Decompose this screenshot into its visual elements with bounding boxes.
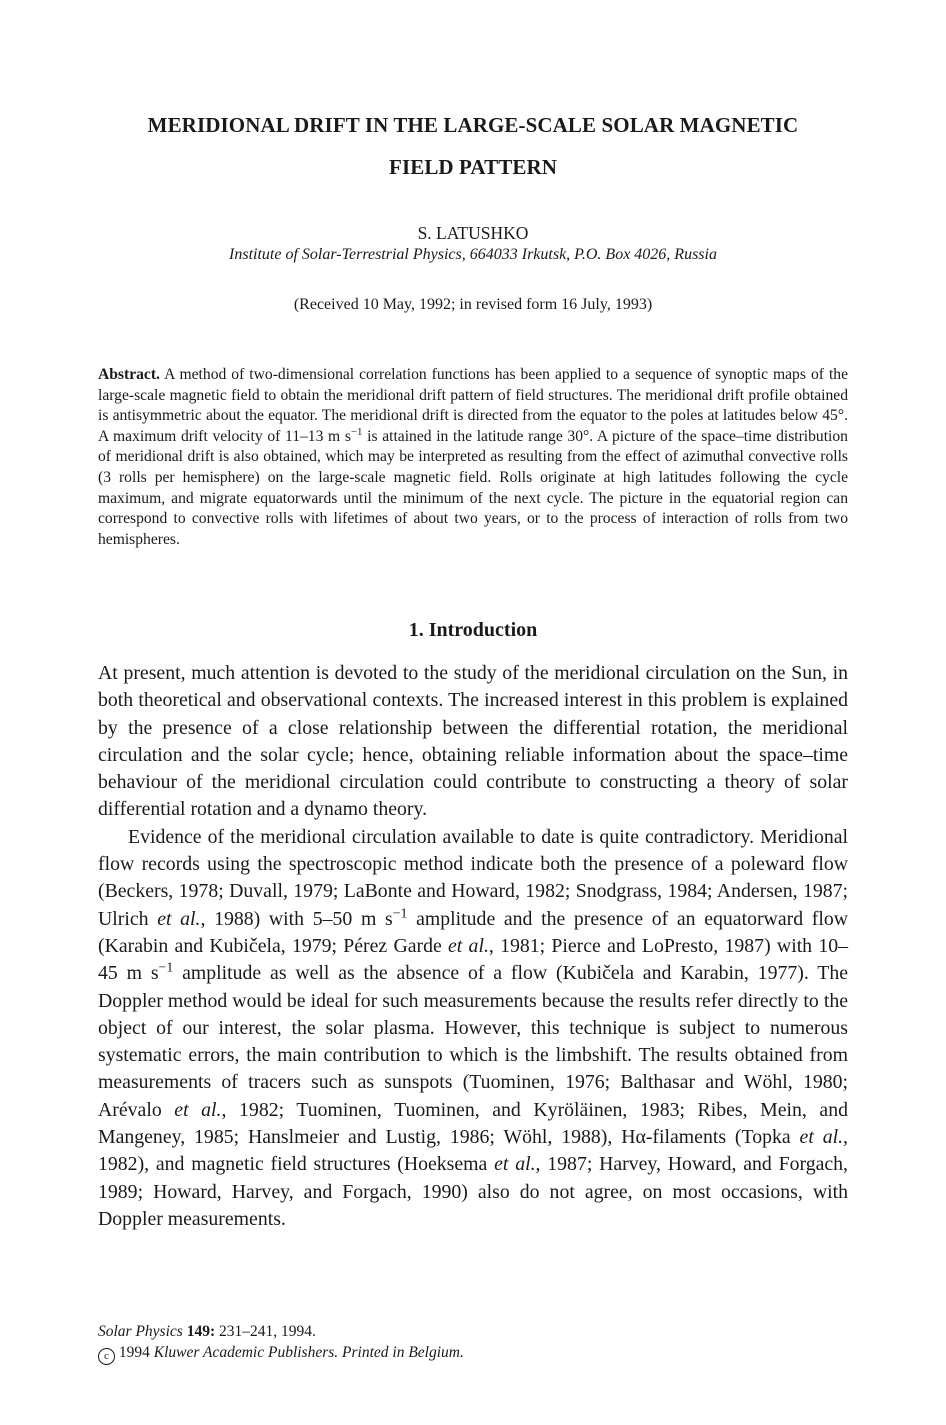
received-dates: (Received 10 May, 1992; in revised form 16 July, 1993) (293, 296, 653, 313)
p2-etal-4: et al. (799, 1126, 844, 1149)
p2-etal-2: et al. (448, 934, 489, 957)
journal-pages: 231–241, 1994. (215, 1323, 316, 1340)
intro-paragraph-2 (98, 824, 848, 1233)
journal-name: Solar Physics (98, 1323, 183, 1340)
page-footer (98, 1321, 464, 1365)
copyright-year: 1994 (115, 1344, 154, 1361)
p2-etal-1: et al. (157, 907, 201, 930)
p2-text-a: Evidence of the meridional circulation available to date is quite contradictory. Meridional flow records using the spectroscopic method indicate both the presence of a poleward flow (Beckers, 1978; Duvall, 1979; LaBonte and Howard, 1982; Snodgrass, 1984; Andersen, 1987; Ulrich (98, 825, 848, 930)
abstract (98, 365, 848, 550)
journal-volume: 149: (186, 1323, 216, 1340)
intro-paragraph-1: At present, much attention is devoted to the study of the meridional circulation on the Sun, in both theoretical and observational contexts. The increased interest in this problem is explained by the presence of a close relationship between the differential rotation, the meridional circulation and the solar cycle; hence, obtaining reliable information about the space–time behaviour of the meridional circulation could contribute to constructing a theory of solar differential rotation and a dynamo theory. (98, 662, 848, 821)
author-affiliation: Institute of Solar-Terrestrial Physics, 664033 Irkutsk, P.O. Box 4026, Russia (229, 246, 717, 263)
p2-text-g: , 1982), and magnetic field structures (Hoeksema (98, 1126, 848, 1176)
p2-text-b: , 1988) with 5–50 m s (200, 907, 393, 930)
copyright-icon: c (98, 1348, 115, 1365)
author-name: S. LATUSHKO (417, 223, 529, 243)
introduction-body (98, 660, 848, 1233)
p2-superscript-2: −1 (158, 959, 174, 975)
p2-text-f: , 1982; Tuominen, Tuominen, and Kyröläinen, 1983; Ribes, Mein, and Mangeney, 1985; Hanslmeier and Lustig, 1986; Wöhl, 1988), Hα-filaments (Topka (98, 1098, 848, 1149)
abstract-label: Abstract. (98, 366, 160, 383)
p2-text-e: amplitude as well as the absence of a flow (Kubičela and Karabin, 1977). The Doppler method would be ideal for such measurements because the results refer directly to the object of our interest, the solar plasma. However, this technique is subject to numerous systematic errors, the main contribution to which is the limbshift. The results obtained from measurements of tracers such as sunspots (Tuominen, 1976; Balthasar and Wöhl, 1980; Arévalo (98, 962, 848, 1121)
p2-text-c: amplitude and the presence of an equatorward flow (Karabin and Kubičela, 1979; Pérez Garde (98, 907, 849, 957)
journal-citation (98, 1321, 464, 1342)
paper-title (98, 104, 848, 188)
p2-text-h: , 1987; Harvey, Howard, and Forgach, 1989; Howard, Harvey, and Forgach, 1990) also do not agree, on most occasions, with Doppler measurements. (98, 1153, 848, 1230)
title-line-2: FIELD PATTERN (389, 155, 557, 179)
p2-superscript-1: −1 (392, 905, 408, 921)
section-heading-introduction: 1. Introduction (408, 619, 538, 641)
p2-etal-3: et al. (174, 1098, 222, 1121)
abstract-superscript: −1 (350, 425, 363, 438)
copyright-line (98, 1342, 464, 1365)
p2-text-d: , 1981; Pierce and LoPresto, 1987) with 10–45 m s (98, 934, 848, 985)
abstract-text-b: is attained in the latitude range 30°. A picture of the space–time distribution of meridional drift is also obtained, which may be interpreted as resulting from the effect of azimuthal convective rolls (3 rolls per hemisphere) on the large-scale magnetic field. Rolls originate at high latitudes following the cycle maximum, and migrate equatorwards until the minimum of the next cycle. The picture in the equatorial region can correspond to convective rolls with lifetimes of about two years, or to the process of interaction of rolls from two hemispheres. (98, 427, 848, 548)
title-line-1: MERIDIONAL DRIFT IN THE LARGE-SCALE SOLAR MAGNETIC (147, 113, 799, 137)
p2-etal-5: et al. (494, 1153, 536, 1176)
abstract-text-a: A method of two-dimensional correlation functions has been applied to a sequence of synoptic maps of the large-scale magnetic field to obtain the meridional drift pattern of field structures. The meridional drift profile obtained is antisymmetric about the equator. The meridional drift is directed from the equator to the poles at latitudes below 45°. A maximum drift velocity of 11–13 m s (98, 366, 848, 445)
publisher: Kluwer Academic Publishers. Printed in Belgium. (153, 1344, 464, 1361)
